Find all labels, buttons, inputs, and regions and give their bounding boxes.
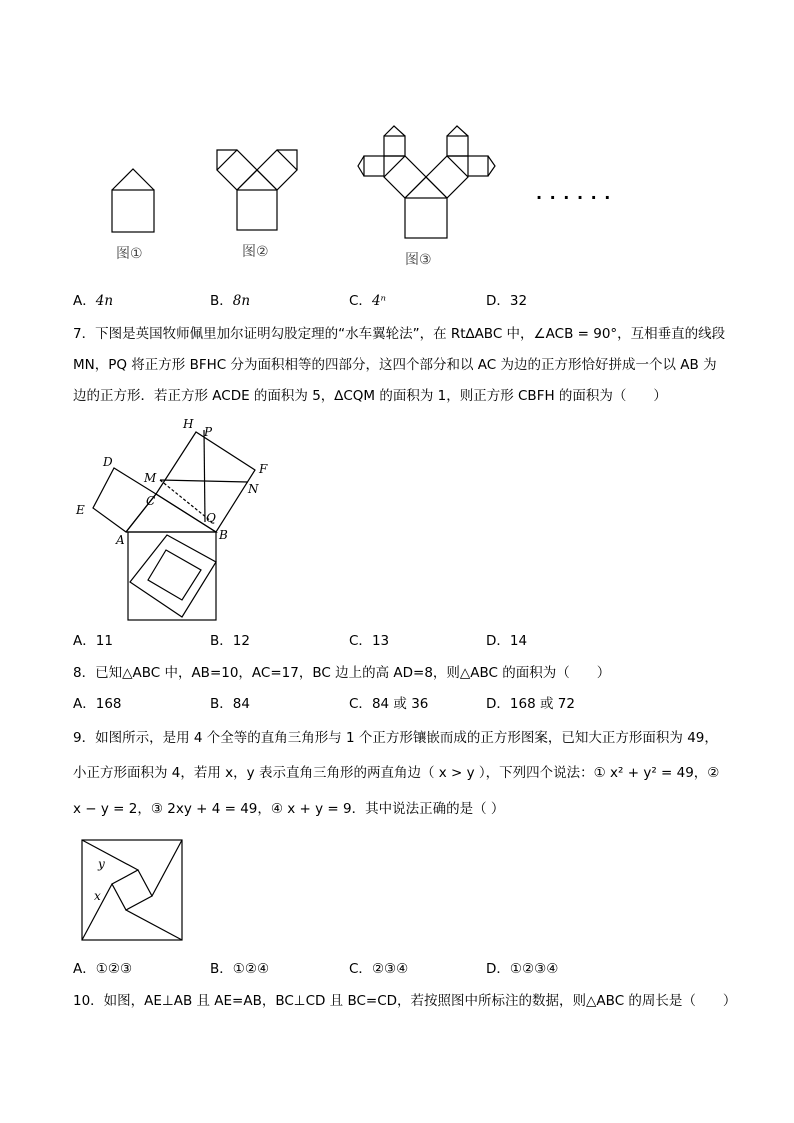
q9-option-c: C．②③④ xyxy=(349,961,409,977)
q7-label-f: F xyxy=(259,462,268,476)
q7-label-n: N xyxy=(248,482,259,496)
q6-option-c: C．4ⁿ xyxy=(349,293,386,309)
q6-option-d: D．32 xyxy=(486,293,528,309)
q7-option-a: A．11 xyxy=(73,633,113,649)
q9-option-b: B．①②④ xyxy=(210,961,270,977)
figure-1-shape xyxy=(112,169,154,232)
figure-2-shape xyxy=(217,150,297,230)
q8-option-d: D．168 或 72 xyxy=(486,696,575,712)
q8-text-line-1: 8．已知△ABC 中，AB=10，AC=17，BC 边上的高 AD=8，则△ABC 的面积为（ ） xyxy=(73,665,611,681)
q9-text-line-1: 9．如图所示，是用 4 个全等的直角三角形与 1 个正方形镶嵌而成的正方形图案，已知大正方形面积为 49， xyxy=(73,730,718,746)
q7-label-m: M xyxy=(144,471,157,485)
figure-3-caption: 图③ xyxy=(405,252,432,268)
q9-text-line-3: x − y = 2，③ 2xy + 4 = 49，④ x + y = 9．其中说法正确的是（ ） xyxy=(73,801,505,817)
q7-label-d: D xyxy=(103,455,113,469)
q9-figure xyxy=(80,838,186,944)
q9-option-a: A．①②③ xyxy=(73,961,133,977)
figure-3-shape xyxy=(358,126,495,238)
q6-option-b: B．8n xyxy=(210,293,251,309)
q9-label-x: x xyxy=(94,889,101,903)
q7-option-c: C．13 xyxy=(349,633,390,649)
q7-label-p: P xyxy=(204,425,213,439)
q9-text-line-2: 小正方形面积为 4，若用 x，y 表示直角三角形的两直角边（ x > y ），下列四个说法：① x² + y² = 49，② xyxy=(73,765,720,781)
q8-option-c: C．84 或 36 xyxy=(349,696,429,712)
q6-option-a: A．4n xyxy=(73,293,114,309)
q7-figure xyxy=(70,412,290,624)
q7-text-line-1: 7．下图是英国牧师佩里加尔证明勾股定理的“水车翼轮法”，在 Rt∆ABC 中，∠ACB = 90°，互相垂直的线段 xyxy=(73,326,726,342)
q7-label-h: H xyxy=(183,417,194,431)
q7-label-a: A xyxy=(116,533,125,547)
q10-text-line-1: 10．如图，AE⊥AB 且 AE=AB，BC⊥CD 且 BC=CD，若按照图中所标注的数据，则△ABC 的周长是（ ） xyxy=(73,993,737,1009)
q7-label-c: C xyxy=(146,494,156,508)
q8-option-b: B．84 xyxy=(210,696,250,712)
q7-option-d: D．14 xyxy=(486,633,528,649)
q9-option-d: D．①②③④ xyxy=(486,961,559,977)
q7-option-b: B．12 xyxy=(210,633,250,649)
q7-text-line-3: 边的正方形．若正方形 ACDE 的面积为 5，∆CQM 的面积为 1，则正方形 CBFH 的面积为（ ） xyxy=(73,388,667,404)
q7-label-q: Q xyxy=(206,511,216,525)
q7-label-b: B xyxy=(219,528,228,542)
q7-text-line-2: MN，PQ 将正方形 BFHC 分为面积相等的四部分，这四个部分和以 AC 为边的正方形恰好拼成一个以 AB 为 xyxy=(73,357,717,373)
ellipsis-dots: · · · · · · xyxy=(536,188,612,207)
figure-1-caption: 图① xyxy=(116,246,143,262)
figure-2-caption: 图② xyxy=(242,244,269,260)
q7-label-e: E xyxy=(76,503,85,517)
q9-label-y: y xyxy=(98,857,105,871)
q8-option-a: A．168 xyxy=(73,696,122,712)
